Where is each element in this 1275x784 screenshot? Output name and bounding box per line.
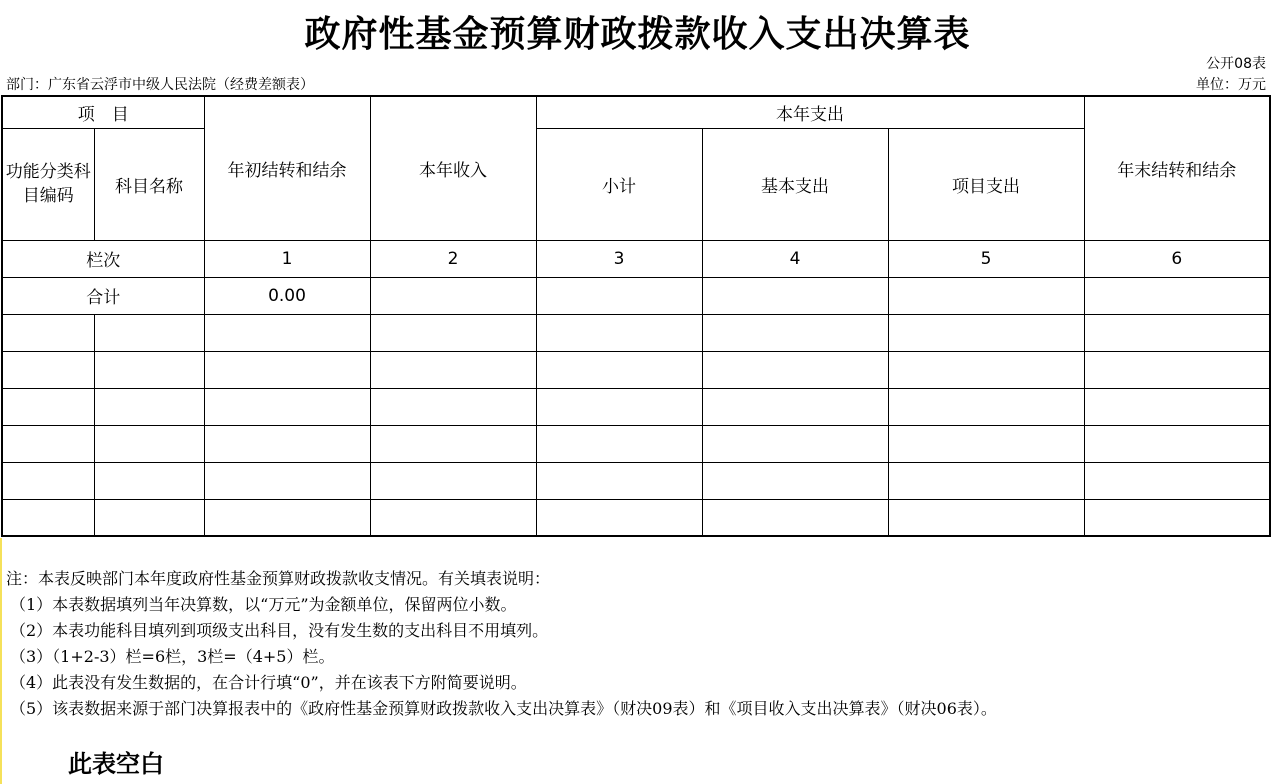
- table-cell: [370, 425, 536, 462]
- budget-table: [1, 95, 1271, 537]
- header-subtotal: 小计: [536, 128, 702, 240]
- table-cell: [536, 388, 702, 425]
- total-value: [702, 277, 888, 314]
- table-cell: [370, 351, 536, 388]
- total-value: [536, 277, 702, 314]
- table-cell: [888, 499, 1084, 536]
- table-cell: [1084, 462, 1270, 499]
- table-cell: [888, 314, 1084, 351]
- table-cell: [536, 314, 702, 351]
- table-cell: [2, 499, 94, 536]
- table-cell: [536, 462, 702, 499]
- empty-table-label: 此表空白: [68, 749, 164, 778]
- table-cell: [94, 462, 204, 499]
- table-cell: [204, 314, 370, 351]
- table-cell: [94, 388, 204, 425]
- table-cell: [2, 425, 94, 462]
- table-row: [2, 425, 1270, 462]
- total-value: [888, 277, 1084, 314]
- column-number: 5: [888, 240, 1084, 277]
- note-line: （1）本表数据填列当年决算数，以“万元”为金额单位，保留两位小数。: [10, 595, 517, 614]
- table-cell: [94, 499, 204, 536]
- table-cell: [370, 314, 536, 351]
- table-cell: [204, 388, 370, 425]
- total-value: [370, 277, 536, 314]
- header-item: 项 目: [2, 96, 204, 128]
- header-func-code: 功能分类科目编码: [2, 128, 94, 240]
- total-label: 合计: [2, 277, 204, 314]
- table-cell: [2, 314, 94, 351]
- table-row: [2, 314, 1270, 351]
- table-cell: [1084, 351, 1270, 388]
- header-income: 本年收入: [370, 96, 536, 240]
- table-cell: [702, 314, 888, 351]
- header-basic: 基本支出: [702, 128, 888, 240]
- table-cell: [204, 351, 370, 388]
- table-row: [2, 351, 1270, 388]
- table-cell: [2, 388, 94, 425]
- table-cell: [94, 425, 204, 462]
- table-cell: [1084, 425, 1270, 462]
- table-cell: [2, 351, 94, 388]
- table-cell: [94, 314, 204, 351]
- table-cell: [204, 425, 370, 462]
- table-row: [2, 499, 1270, 536]
- column-number: 2: [370, 240, 536, 277]
- table-cell: [702, 388, 888, 425]
- note-line: （4）此表没有发生数据的，在合计行填“0”，并在该表下方附简要说明。: [10, 673, 527, 692]
- table-cell: [1084, 499, 1270, 536]
- table-cell: [370, 499, 536, 536]
- table-cell: [888, 351, 1084, 388]
- table-cell: [702, 351, 888, 388]
- note-line: （3）（1+2-3）栏=6栏，3栏=（4+5）栏。: [10, 647, 335, 666]
- unit-label: 单位：万元: [1196, 77, 1266, 93]
- table-cell: [702, 425, 888, 462]
- table-row: [2, 462, 1270, 499]
- header-expense: 本年支出: [536, 96, 1084, 128]
- table-cell: [536, 351, 702, 388]
- header-end-balance: 年末结转和结余: [1084, 96, 1270, 240]
- total-value: [1084, 277, 1270, 314]
- column-row-label: 栏次: [2, 240, 204, 277]
- table-row: [2, 388, 1270, 425]
- table-cell: [888, 388, 1084, 425]
- notes-section: [6, 566, 997, 722]
- note-line: （2）本表功能科目填列到项级支出科目，没有发生数的支出科目不用填列。: [10, 621, 549, 640]
- table-cell: [536, 425, 702, 462]
- column-number: 1: [204, 240, 370, 277]
- table-cell: [702, 462, 888, 499]
- column-number: 6: [1084, 240, 1270, 277]
- note-line: （5）该表数据来源于部门决算报表中的《政府性基金预算财政拨款收入支出决算表》（财决09表）和《项目收入支出决算表》（财决06表）。: [10, 699, 997, 718]
- table-cell: [536, 499, 702, 536]
- note-line: 注：本表反映部门本年度政府性基金预算财政拨款收支情况。有关填表说明：: [6, 569, 551, 588]
- form-number: 公开08表: [1206, 56, 1266, 72]
- table-cell: [370, 462, 536, 499]
- header-project: 项目支出: [888, 128, 1084, 240]
- report-title: 政府性基金预算财政拨款收入支出决算表: [304, 13, 971, 55]
- row-marker: [0, 538, 2, 784]
- header-subject-name: 科目名称: [94, 128, 204, 240]
- table-cell: [2, 462, 94, 499]
- column-number: 3: [536, 240, 702, 277]
- table-cell: [888, 462, 1084, 499]
- table-cell: [370, 388, 536, 425]
- table-cell: [1084, 388, 1270, 425]
- table-cell: [204, 462, 370, 499]
- column-number: 4: [702, 240, 888, 277]
- total-value: 0.00: [204, 277, 370, 314]
- table-cell: [888, 425, 1084, 462]
- table-cell: [94, 351, 204, 388]
- table-cell: [204, 499, 370, 536]
- department-label: 部门：广东省云浮市中级人民法院（经费差额表）: [6, 77, 314, 93]
- table-cell: [702, 499, 888, 536]
- table-cell: [1084, 314, 1270, 351]
- header-begin-balance: 年初结转和结余: [204, 96, 370, 240]
